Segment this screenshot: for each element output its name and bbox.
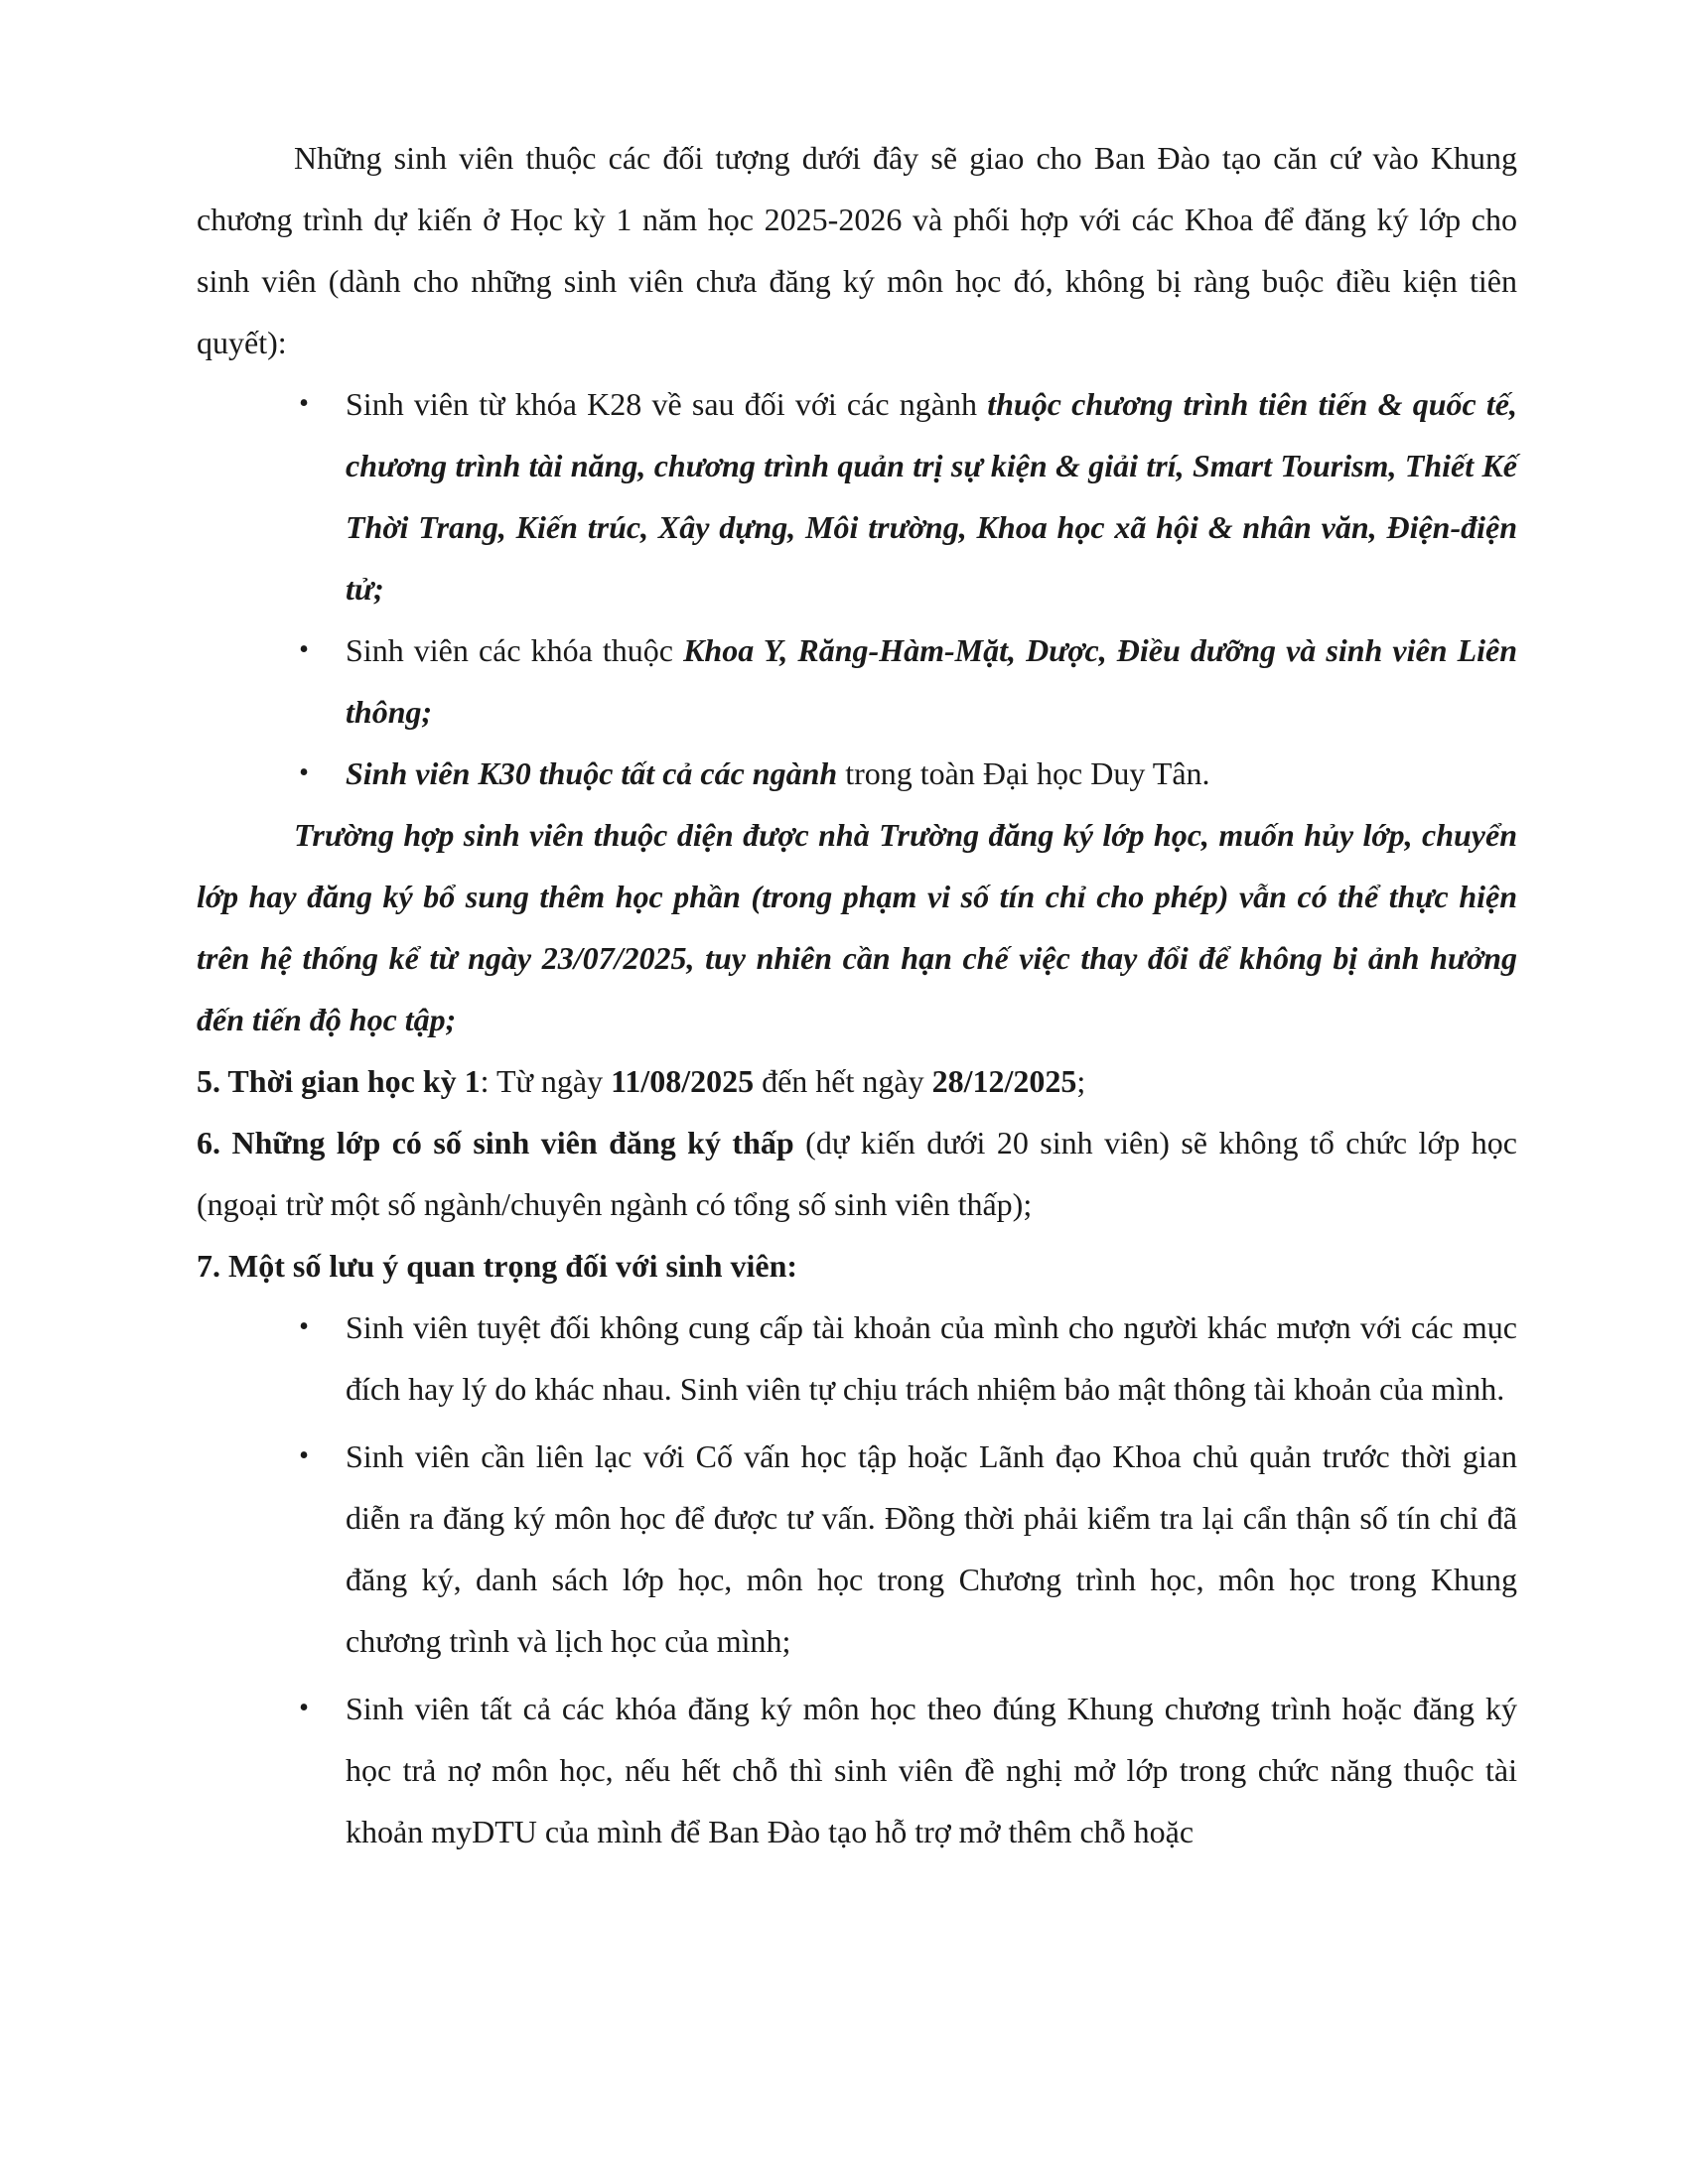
list-item-emphasis: thuộc chương trình tiên tiến & quốc tế, chương trình tài năng, chương trình quản trị sự kiện & giải trí, Smart Tourism, Thiết Kế Thời Trang, Kiến trúc, Xây dựng, Môi trường, Khoa học xã hội & nhân văn, Điện-điện tử; [346, 386, 1518, 607]
cancel-note-paragraph: Trường hợp sinh viên thuộc diện được nhà Trường đăng ký lớp học, muốn hủy lớp, chuyển lớp hay đăng ký bổ sung thêm học phần (trong phạm vi số tín chỉ cho phép) vẫn có thể thực hiện trên hệ thống kể từ ngày 23/07/2025, tuy nhiên cần hạn chế việc thay đổi để không bị ảnh hưởng đến tiến độ học tập; [197, 817, 1517, 1037]
section-7-heading: 7. Một số lưu ý quan trọng đối với sinh viên: [197, 1248, 798, 1284]
section-6-paragraph [197, 1112, 1517, 1235]
section-6-text: (dự kiến dưới 20 sinh viên) sẽ không tổ chức lớp học (ngoại trừ một số ngành/chuyên ngành có tổng số sinh viên thấp); [197, 1125, 1518, 1222]
bullet-icon: • [299, 1311, 309, 1342]
bullet-icon: • [299, 1693, 309, 1723]
section-6-heading: 6. Những lớp có số sinh viên đăng ký thấp [197, 1125, 794, 1160]
list-item [197, 743, 1517, 804]
list-item [197, 619, 1517, 743]
bullet-icon: • [299, 1440, 309, 1471]
list-item [197, 1297, 1517, 1420]
section-5-text-b: đến hết ngày [754, 1063, 932, 1099]
list-item-text: Sinh viên các khóa thuộc [346, 632, 684, 668]
list-item-text: Sinh viên cần liên lạc với Cố vấn học tập hoặc Lãnh đạo Khoa chủ quản trước thời gian diễn ra đăng ký môn học để được tư vấn. Đồng thời phải kiểm tra lại cẩn thận số tín chỉ đã đăng ký, danh sách lớp học, môn học trong Chương trình học, môn học trong Khung chương trình và lịch học của mình; [346, 1438, 1517, 1659]
enrollment-groups-list [197, 373, 1517, 804]
list-item-emphasis: Khoa Y, Răng-Hàm-Mặt, Dược, Điều dưỡng và sinh viên Liên thông; [346, 632, 1517, 730]
bullet-icon: • [299, 634, 309, 665]
semester-end-date: 28/12/2025 [931, 1063, 1077, 1099]
list-item-text: trong toàn Đại học Duy Tân. [837, 755, 1210, 791]
semester-start-date: 11/08/2025 [611, 1063, 755, 1099]
list-item [197, 373, 1517, 619]
list-item [197, 1678, 1517, 1862]
list-item-emphasis: Sinh viên K30 thuộc tất cả các ngành [346, 755, 838, 791]
section-5-heading: 5. Thời gian học kỳ 1 [197, 1063, 481, 1099]
bullet-icon: • [299, 757, 309, 788]
student-notes-list [197, 1297, 1517, 1862]
list-item-text: Sinh viên tuyệt đối không cung cấp tài khoản của mình cho người khác mượn với các mục đích hay lý do khác nhau. Sinh viên tự chịu trách nhiệm bảo mật thông tài khoản của mình. [346, 1309, 1517, 1407]
document-body [197, 127, 1517, 1862]
list-item-text: Sinh viên từ khóa K28 về sau đối với các ngành [346, 386, 988, 422]
section-5-text-c: ; [1076, 1063, 1086, 1099]
list-item [197, 1426, 1517, 1672]
section-5-text-a: : Từ ngày [480, 1063, 612, 1099]
intro-paragraph: Những sinh viên thuộc các đối tượng dưới đây sẽ giao cho Ban Đào tạo căn cứ vào Khung chương trình dự kiến ở Học kỳ 1 năm học 2025-2026 và phối hợp với các Khoa để đăng ký lớp cho sinh viên (dành cho những sinh viên chưa đăng ký môn học đó, không bị ràng buộc điều kiện tiên quyết): [197, 140, 1517, 360]
list-item-text: Sinh viên tất cả các khóa đăng ký môn học theo đúng Khung chương trình hoặc đăng ký học trả nợ môn học, nếu hết chỗ thì sinh viên đề nghị mở lớp trong chức năng thuộc tài khoản myDTU của mình để Ban Đào tạo hỗ trợ mở thêm chỗ hoặc [346, 1691, 1517, 1849]
section-5-paragraph [197, 1050, 1517, 1112]
bullet-icon: • [299, 388, 309, 419]
